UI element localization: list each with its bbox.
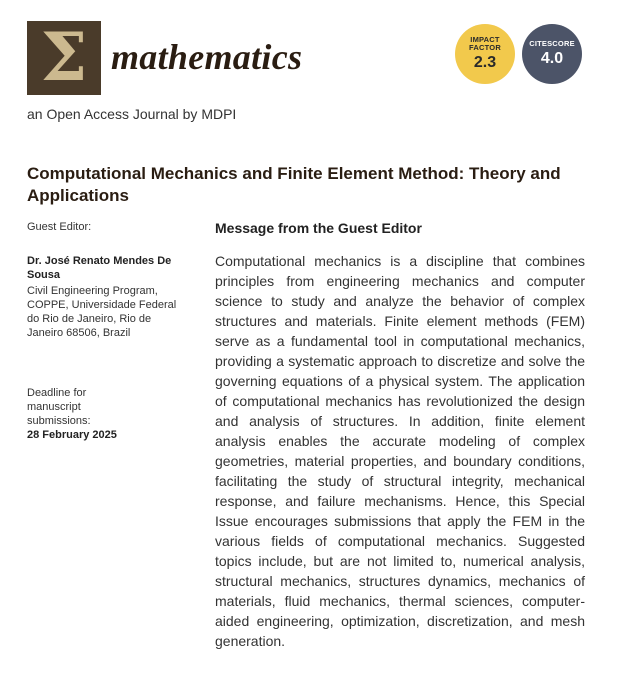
- impact-factor-badge: [455, 24, 515, 84]
- guest-editor-label: Guest Editor:: [27, 221, 92, 233]
- message-heading: Message from the Guest Editor: [215, 220, 422, 236]
- journal-name: mathematics: [111, 37, 303, 77]
- special-issue-title: Computational Mechanics and Finite Element Method: Theory and Applications: [27, 164, 561, 205]
- message-body: Computational mechanics is a discipline that combines principles from engineering mechanics and computer science to study and analyze the behavior of complex structures and materials. Finite element methods (FEM) serve as a fundamental tool in computational mechanics, providing a systematic approach to discretize and solve the governing equations of a physical system. The application of computational mechanics has revolutionized the design and analysis of structures. In addition, finite element analysis enables the accurate modeling of complex geometries, material properties, and boundary conditions, facilitating the study of structural integrity, mechanical response, and failure mechanisms. Hence, this Special Issue encourages submissions that apply the FEM in the various fields of computational mechanics. Suggested topics include, but are not limited to, numerical analysis, structural mechanics, structures dynamics, mechanics of materials, fluid mechanics, thermal sciences, computer-aided engineering, optimization, discretization, and mesh generation.: [215, 253, 585, 649]
- impact-factor-label-line2: FACTOR: [469, 43, 501, 52]
- citescore-value: 4.0: [540, 50, 564, 68]
- guest-editor-affiliation: Civil Engineering Program, COPPE, Universidade Federal do Rio de Janeiro, Rio de Janeiro 68506, Brazil: [27, 285, 177, 339]
- citescore-label: CITESCORE: [529, 38, 575, 48]
- deadline-date: 28 February 2025: [27, 429, 117, 441]
- impact-factor-value: 2.3: [473, 54, 497, 72]
- journal-logo: [27, 18, 101, 96]
- impact-factor-label-line1: IMPACT: [470, 34, 500, 44]
- journal-tagline: an Open Access Journal by MDPI: [27, 106, 237, 122]
- sigma-logo-glyph: Σ: [40, 18, 88, 96]
- guest-editor-name: Dr. José Renato Mendes De Sousa: [27, 255, 172, 281]
- citescore-badge: [522, 24, 582, 84]
- sidebar: [27, 220, 187, 442]
- deadline-label: Deadline for manuscript submissions:: [27, 387, 91, 427]
